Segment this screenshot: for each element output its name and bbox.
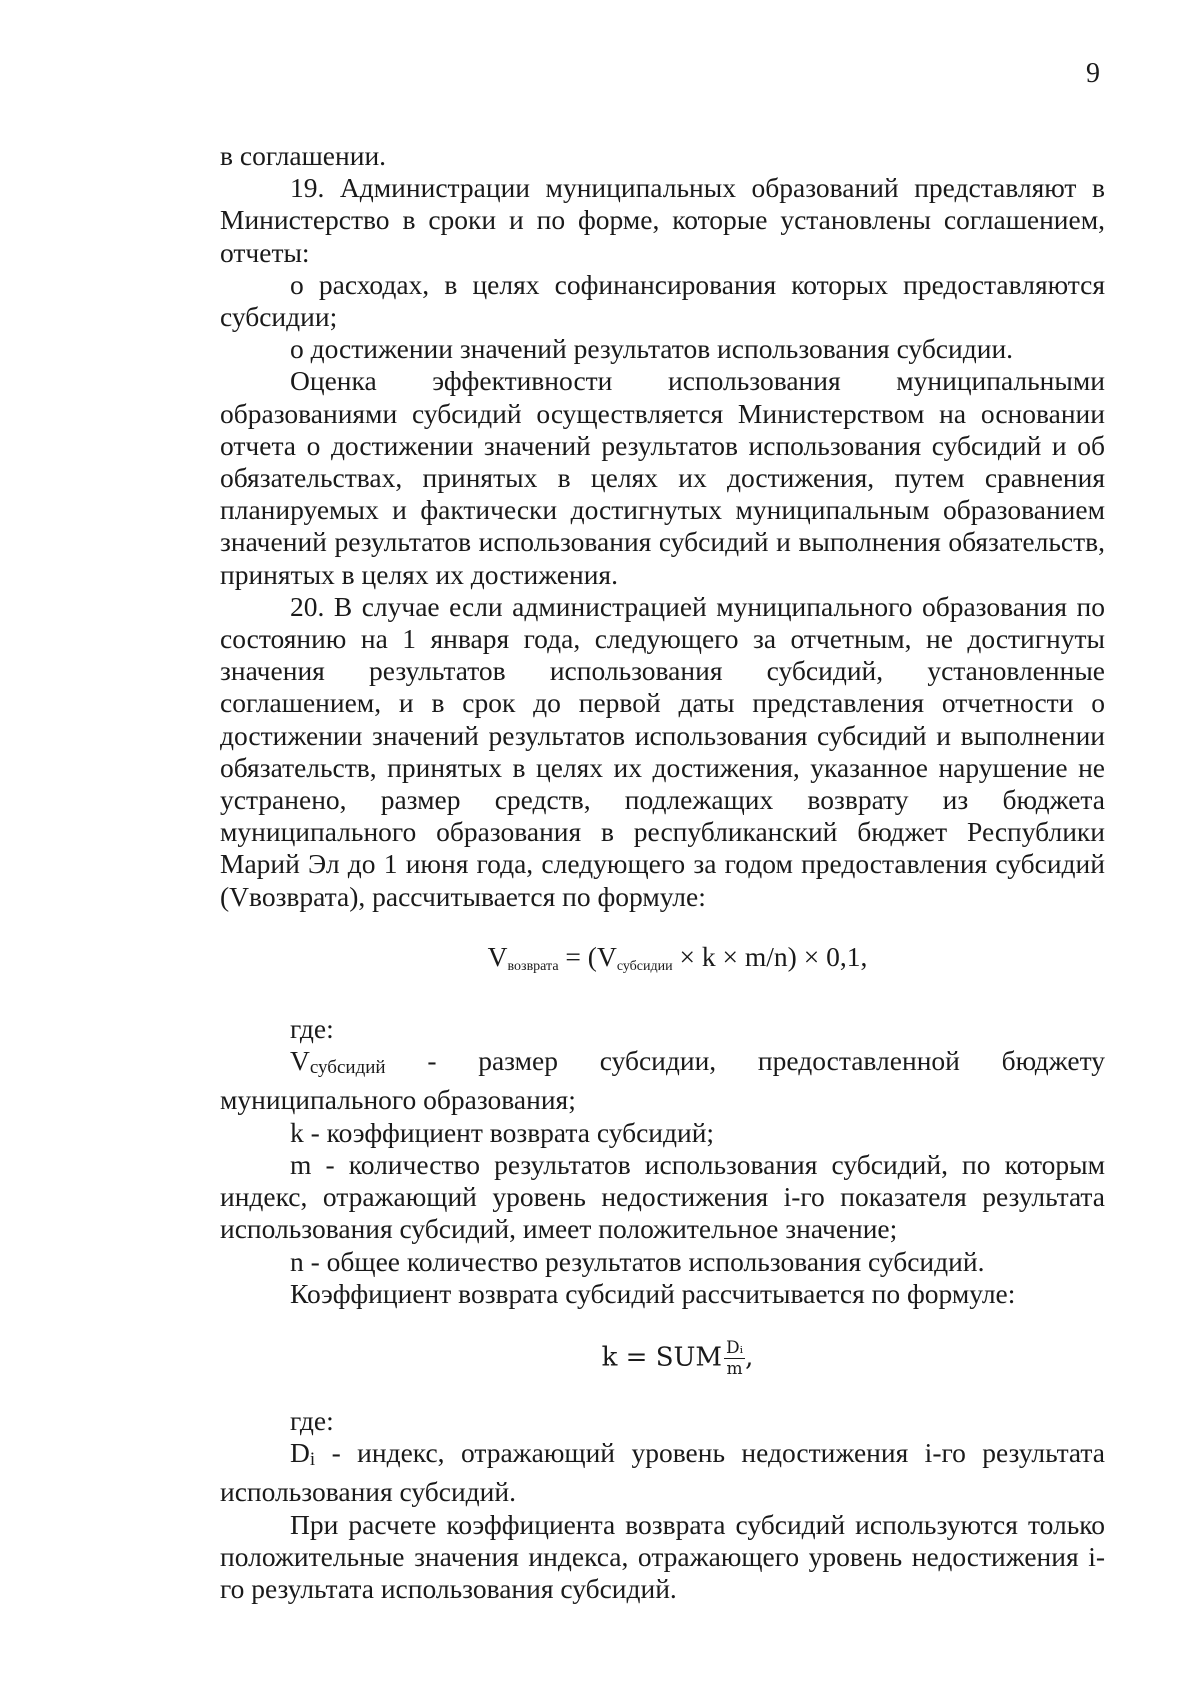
paragraph-item-19: 19. Администрации муниципальных образований представляют в Министерство в сроки и по форме, которые установлены соглашением, отчеты: (220, 172, 1105, 268)
definition-v-subscript: субсидий (309, 1057, 386, 1079)
paragraph-item-20: 20. В случае если администрацией муниципального образования по состоянию на 1 января года, следующего за отчетным, не достигнуты значения результатов использования субсидий, установленные соглашением, и в срок до первой даты представления отчетности о достижении значений результатов использования субсидий и выполнении обязательств, принятых в целях их достижения, указанное нарушение не устранено, размер средств, подлежащих возврату из бюджета муниципального образования в республиканский бюджет Республики Марий Эл до 1 июня года, следующего за годом предоставления субсидий (Vвозврата), рассчитывается по формуле: (220, 590, 1105, 912)
definition-d-text: - индекс, отражающий уровень недостижения i-го результата использования субсидий. (220, 1437, 1105, 1508)
formula-rest: × k × m/n) × 0,1, (672, 940, 868, 972)
return-formula (220, 941, 1105, 983)
definition-v-subsidy: Vсубсидий - размер субсидии, предоставленной бюджету муниципального образования; (220, 1045, 1105, 1116)
definition-m: m - количество результатов использования субсидий, по которым индекс, отражающий уровень недостижения i-го показателя результата использования субсидий, имеет положительное значение; (220, 1148, 1105, 1245)
formula2-denominator: m (726, 1358, 743, 1379)
paragraph: в соглашении. (220, 140, 387, 171)
definition-k: k - коэффициент возврата субсидий; (290, 1116, 715, 1148)
paragraph-evaluation: Оценка эффективности использования муниципальными образованиями субсидий осуществляется Министерством на основании отчета о достижении значений результатов использования субсидий и об обязательствах, принятых в целях их достижения, путем сравнения планируемых и фактически достигнутых муниципальным образованием значений результатов использования субсидий и выполнения обязательств, принятых в целях их достижения. (220, 365, 1105, 590)
paragraph-positive-values: При расчете коэффициента возврата субсидий используются только положительные значения индекса, отражающего уровень недостижения i-го результата использования субсидий. (220, 1508, 1105, 1604)
formula-v: V (487, 940, 508, 972)
paragraph-report-expenses: о расходах, в целях софинансирования которых предоставляются субсидии; (220, 268, 1105, 333)
formula2-fraction (724, 1338, 745, 1379)
document-body (220, 140, 1105, 1605)
definition-d: Di - индекс, отражающий уровень недостижения i-го результата использования субсидий. (220, 1437, 1105, 1508)
where-label-2: где: (290, 1404, 334, 1436)
definition-v-text: - размер субсидии, предоставленной бюджету муниципального образования; (220, 1045, 1105, 1116)
formula-sub-subsidy: субсидии (616, 958, 673, 974)
paragraph-report-results: о достижении значений результатов использования субсидии. (290, 333, 1014, 365)
definition-n: n - общее количество результатов использования субсидий. (290, 1245, 985, 1277)
formula-sub-return: возврата (507, 958, 559, 974)
formula2-tail: , (745, 1342, 754, 1373)
formula2-numerator: Dᵢ (726, 1337, 744, 1358)
where-label: где: (290, 1013, 334, 1045)
page-number: 9 (1086, 58, 1100, 89)
paragraph-coefficient: Коэффициент возврата субсидий рассчитывается по формуле: (290, 1277, 1016, 1309)
coefficient-formula (220, 1338, 1105, 1379)
definition-d-subscript: i (309, 1449, 316, 1471)
formula-mid: = (V (558, 940, 617, 972)
formula2-lhs: k = SUM (601, 1342, 723, 1373)
